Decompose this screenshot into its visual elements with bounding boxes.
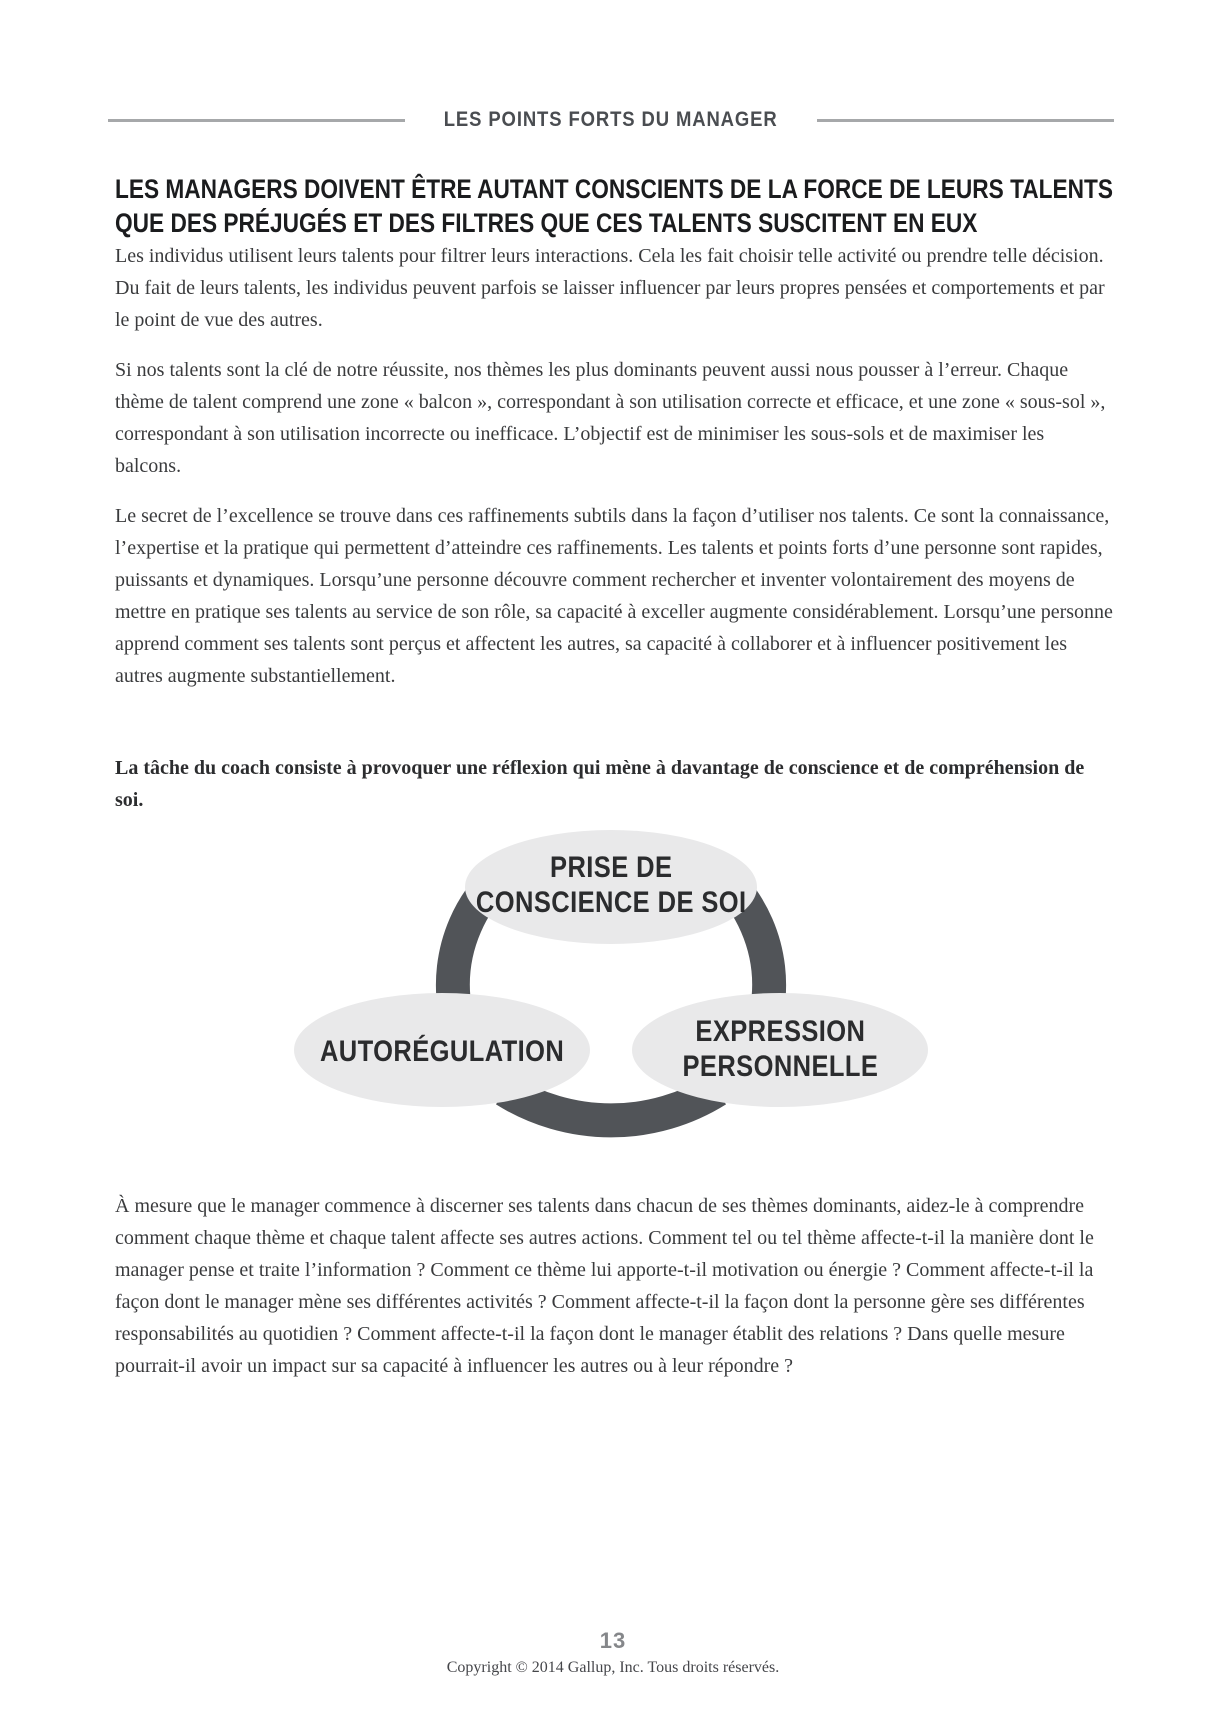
body-text: [115, 240, 1115, 834]
self-awareness-diagram: [250, 760, 970, 1180]
label-self-awareness-line1: PRISE DE: [550, 850, 673, 884]
section-heading: [115, 172, 1165, 240]
label-self-regulation: AUTORÉGULATION: [319, 1034, 565, 1068]
label-self-awareness-line2: CONSCIENCE DE SOI: [475, 885, 747, 919]
section-heading-line1: LES MANAGERS DOIVENT ÊTRE AUTANT CONSCIENTS DE LA FORCE DE LEURS TALENTS: [115, 174, 1113, 204]
page-header: [108, 108, 1114, 132]
ring-arc-bottom: [505, 1090, 717, 1120]
page-footer: [0, 1628, 1226, 1677]
page-header-title: LES POINTS FORTS DU MANAGER: [444, 108, 778, 131]
header-rule-right: [817, 119, 1114, 122]
copyright-notice: Copyright © 2014 Gallup, Inc. Tous droits réservés.: [446, 1659, 780, 1676]
coach-statement: La tâche du coach consiste à provoquer une réflexion qui mène à davantage de conscience et de compréhension de soi.: [115, 757, 1085, 811]
paragraph-4: À mesure que le manager commence à discerner ses talents dans chacun de ses thèmes dominants, aidez-le à comprendre comment chaque thème et chaque talent affecte ses autres actions. Comment tel ou tel thème affecte-t-il la manière dont le manager pense et traite l’information ? Comment ce thème lui apporte-t-il motivation ou énergie ? Comment affecte-t-il la façon dont le manager mène ses différentes activités ? Comment affecte-t-il la façon dont la personne gère ses différentes responsabilités au quotidien ? Comment affecte-t-il la façon dont le manager établit des relations ? Dans quelle mesure pourrait-il avoir un impact sur sa capacité à influencer les autres ou à leur répondre ?: [115, 1195, 1094, 1377]
page-number: 13: [599, 1628, 627, 1653]
header-rule-left: [108, 119, 405, 122]
paragraph-2: Si nos talents sont la clé de notre réussite, nos thèmes les plus dominants peuvent aussi nous pousser à l’erreur. Chaque thème de talent comprend une zone « balcon », correspondant à son utilisation correcte et efficace, et une zone « sous-sol », correspondant à son utilisation incorrecte ou inefficace. L’objectif est de minimiser les sous-sols et de maximiser les balcons.: [115, 359, 1106, 477]
section-heading-line2: QUE DES PRÉJUGÉS ET DES FILTRES QUE CES TALENTS SUSCITENT EN EUX: [115, 208, 978, 238]
label-self-expression-line2: PERSONNELLE: [682, 1049, 879, 1083]
paragraph-1: Les individus utilisent leurs talents pour filtrer leurs interactions. Cela les fait choisir telle activité ou prendre telle décision. Du fait de leurs talents, les individus peuvent parfois se laisser influencer par leurs propres pensées et comportements et par le point de vue des autres.: [115, 245, 1105, 331]
paragraph-3: Le secret de l’excellence se trouve dans ces raffinements subtils dans la façon d’utiliser nos talents. Ce sont la connaissance, l’expertise et la pratique qui permettent d’atteindre ces raffinements. Les talents et points forts d’une personne sont rapides, puissants et dynamiques. Lorsqu’une personne découvre comment rechercher et inventer volontairement des moyens de mettre en pratique ses talents au service de son rôle, sa capacité à exceller augmente considérablement. Lorsqu’une personne apprend comment ses talents sont perçus et affectent les autres, sa capacité à collaborer et à influencer positivement les autres augmente substantiellement.: [115, 505, 1113, 687]
label-self-expression-line1: EXPRESSION: [695, 1014, 866, 1048]
